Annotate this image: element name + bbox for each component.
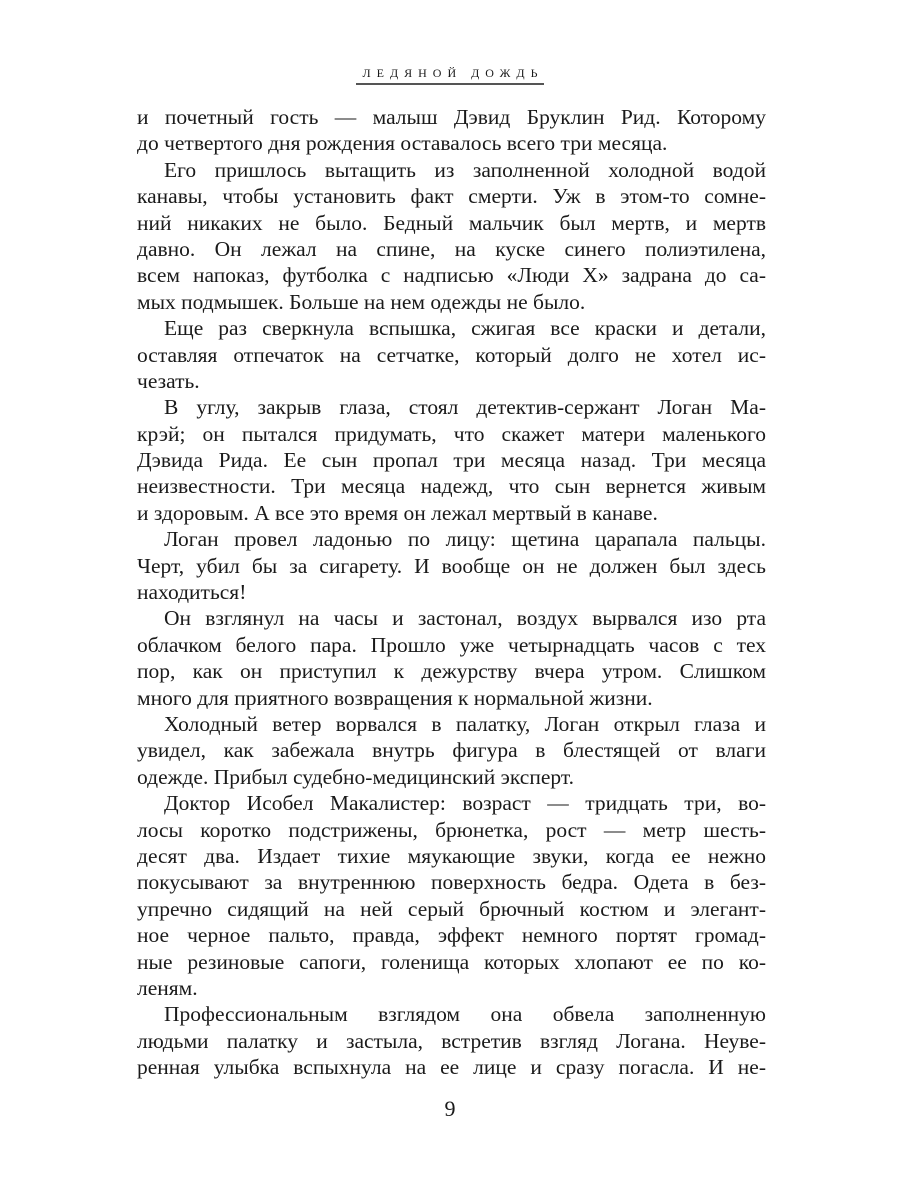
text-line: находиться! <box>137 580 247 605</box>
text-line: десят два. Издает тихие мяукающие звуки, когда ее нежно <box>137 843 766 868</box>
text-line: оставляя отпечаток на сетчатке, который долго не хотел ис- <box>137 342 766 367</box>
text-line: облачком белого пара. Прошло уже четырнадцать часов с тех <box>137 632 766 657</box>
page-number: 9 <box>444 1096 456 1121</box>
text-line: покусывают за внутреннюю поверхность бедра. Одета в без- <box>137 870 766 895</box>
text-line: Дэвида Рида. Ее сын пропал три месяца назад. Три месяца <box>137 448 766 473</box>
text-line: много для приятного возвращения к нормальной жизни. <box>137 685 653 710</box>
text-line: Доктор Исобел Макалистер: возраст — тридцать три, во- <box>164 791 766 816</box>
text-line: чезать. <box>137 368 200 393</box>
text-line: до четвертого дня рождения оставалось всего три месяца. <box>137 131 668 156</box>
text-line: мых подмышек. Больше на нем одежды не было. <box>137 289 586 314</box>
text-line: лосы коротко подстрижены, брюнетка, рост — метр шесть- <box>137 817 766 842</box>
text-line: упречно сидящий на ней серый брючный костюм и элегант- <box>137 896 766 921</box>
text-line: неизвестности. Три месяца надежд, что сын вернется живым <box>137 474 766 499</box>
text-line: ренная улыбка вспыхнула на ее лице и сразу погасла. И не- <box>137 1055 766 1080</box>
running-header <box>0 64 900 85</box>
text-line: и здоровым. А все это время он лежал мертвый в канаве. <box>137 500 658 525</box>
page-body-text <box>137 104 766 1080</box>
text-line: увидел, как забежала внутрь фигура в блестящей от влаги <box>137 738 766 763</box>
text-line: пор, как он приступил к дежурству вчера утром. Слишком <box>137 659 766 684</box>
text-line: ное черное пальто, правда, эффект немного портят громад- <box>137 923 766 948</box>
text-line: Холодный ветер ворвался в палатку, Логан открыл глаза и <box>164 711 766 736</box>
running-header-title: ЛЕДЯНОЙ ДОЖДЬ <box>356 66 543 85</box>
text-line: всем напоказ, футболка с надписью «Люди X» задрана до са- <box>137 263 766 288</box>
text-line: канавы, чтобы установить факт смерти. Уж в этом-то сомне- <box>137 184 766 209</box>
text-line: крэй; он пытался придумать, что скажет матери маленького <box>137 421 766 446</box>
text-line: ные резиновые сапоги, голенища которых хлопают ее по ко- <box>137 949 766 974</box>
text-line: В углу, закрыв глаза, стоял детектив-сержант Логан Ма- <box>164 395 766 420</box>
text-line: Его пришлось вытащить из заполненной холодной водой <box>164 157 766 182</box>
text-line: Еще раз сверкнула вспышка, сжигая все краски и детали, <box>164 316 766 341</box>
text-line: Черт, убил бы за сигарету. И вообще он не должен был здесь <box>137 553 766 578</box>
text-line: давно. Он лежал на спине, на куске синего полиэтилена, <box>137 236 766 261</box>
text-line: и почетный гость — малыш Дэвид Бруклин Рид. Которому <box>137 105 766 129</box>
text-line: Логан провел ладонью по лицу: щетина царапала пальцы. <box>164 527 766 552</box>
text-line: одежде. Прибыл судебно-медицинский эксперт. <box>137 764 575 789</box>
text-line: ний никаких не было. Бедный мальчик был мертв, и мертв <box>137 210 766 235</box>
text-line: леням. <box>137 975 198 1000</box>
text-line: Он взглянул на часы и застонал, воздух вырвался изо рта <box>164 606 766 631</box>
text-line: Профессиональным взглядом она обвела заполненную <box>164 1002 766 1027</box>
text-line: людьми палатку и застыла, встретив взгляд Логана. Неуве- <box>137 1028 766 1053</box>
